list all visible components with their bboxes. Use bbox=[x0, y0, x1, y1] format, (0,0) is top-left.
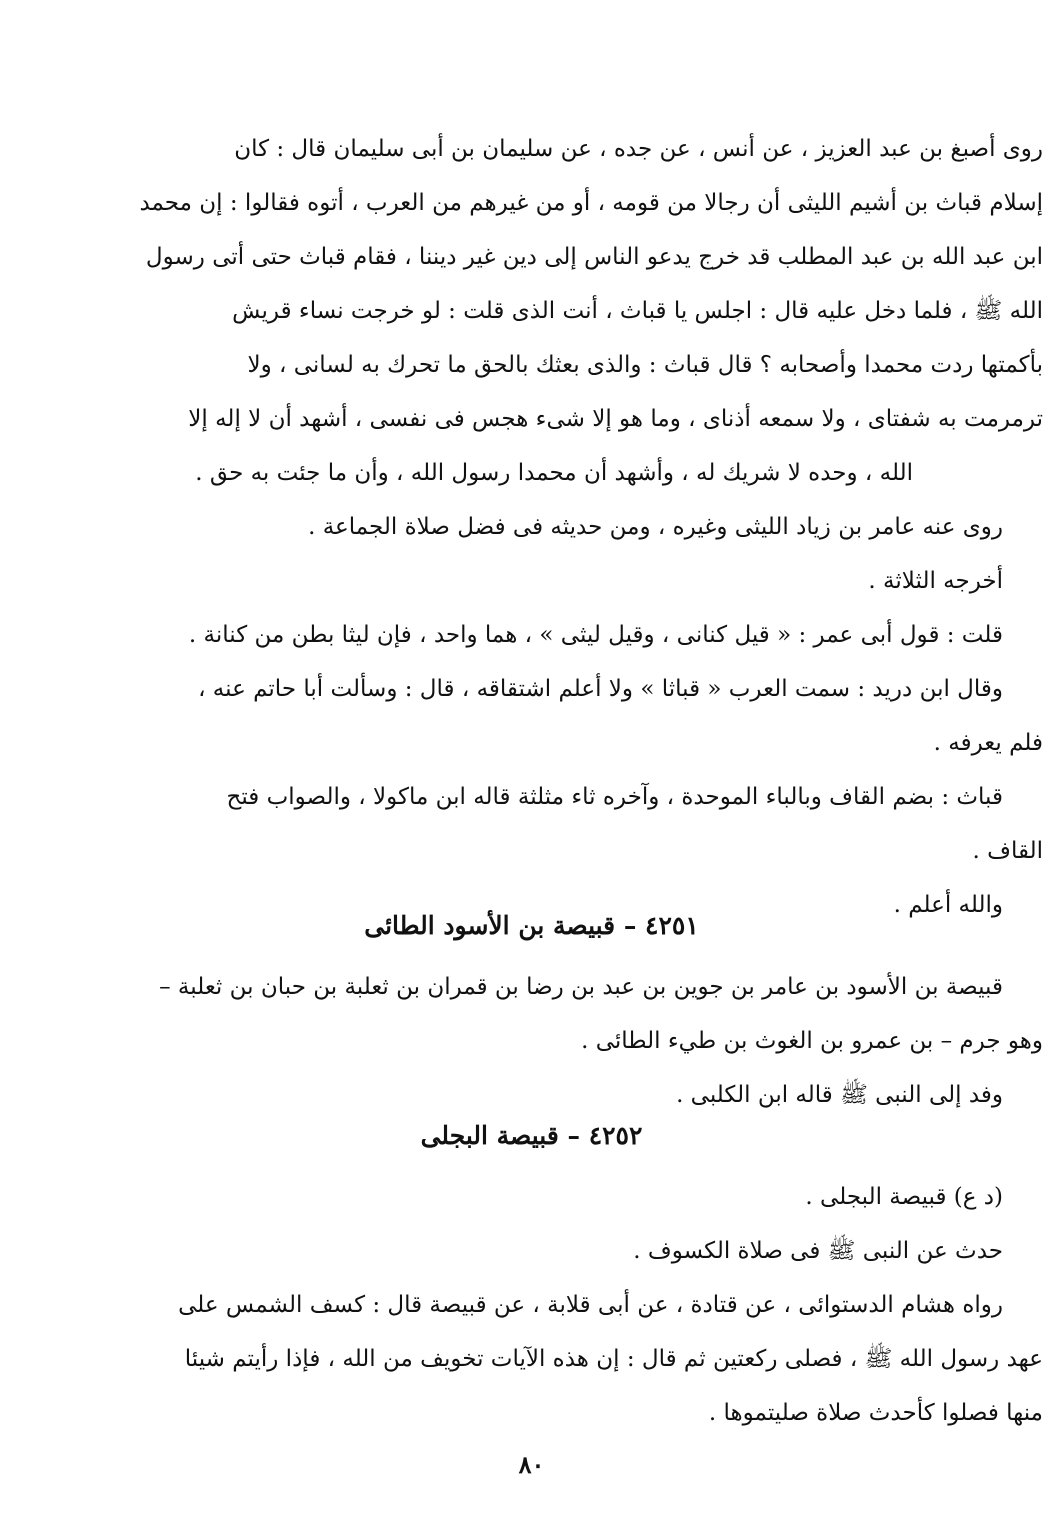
text-line: منها فصلوا كأحدث صلاة صليتموها . bbox=[708, 1400, 1043, 1426]
text-line: فلم يعرفه . bbox=[933, 730, 1043, 756]
text-line: حدث عن النبى ﷺ فى صلاة الكسوف . bbox=[633, 1238, 1003, 1264]
text-line: وقال ابن دريد : سمت العرب « قباثا » ولا أعلم اشتقاقه ، قال : وسألت أبا حاتم عنه ، bbox=[198, 676, 1003, 702]
text-line: روى أصبغ بن عبد العزيز ، عن أنس ، عن جده ، عن سليمان بن أبى سليمان قال : كان bbox=[234, 136, 1043, 162]
text-line: وهو جرم – بن عمرو بن الغوث بن طيء الطائى . bbox=[581, 1028, 1043, 1054]
text-line: عهد رسول الله ﷺ ، فصلى ركعتين ثم قال : إن هذه الآيات تخويف من الله ، فإذا رأيتم شيئا bbox=[184, 1346, 1043, 1372]
page-number: ٨٠ bbox=[518, 1450, 545, 1479]
text-line: قبيصة بن الأسود بن عامر بن جوين بن عبد بن رضا بن قمران بن ثعلبة بن حبان بن ثعلبة – bbox=[159, 974, 1003, 1000]
text-line: قلت : قول أبى عمر : « قيل كنانى ، وقيل ليثى » ، هما واحد ، فإن ليثا بطن من كنانة . bbox=[188, 622, 1003, 648]
text-line: القاف . bbox=[972, 838, 1043, 864]
text-line: (د ع) قبيصة البجلى . bbox=[805, 1184, 1003, 1210]
text-line: أخرجه الثلاثة . bbox=[868, 568, 1003, 594]
text-line: قباث : بضم القاف وبالباء الموحدة ، وآخره ثاء مثلثة قاله ابن ماكولا ، والصواب فتح bbox=[226, 784, 1003, 810]
entry-heading: ٤٢٥١ – قبيصة بن الأسود الطائى bbox=[364, 911, 699, 940]
text-line: الله ﷺ ، فلما دخل عليه قال : اجلس يا قباث ، أنت الذى قلت : لو خرجت نساء قريش bbox=[232, 298, 1043, 324]
text-line: وفد إلى النبى ﷺ قاله ابن الكلبى . bbox=[676, 1082, 1003, 1108]
text-line: الله ، وحده لا شريك له ، وأشهد أن محمدا رسول الله ، وأن ما جئت به حق . bbox=[195, 460, 913, 486]
text-line: بأكمتها ردت محمدا وأصحابه ؟ قال قباث : والذى بعثك بالحق ما تحرك به لسانى ، ولا bbox=[247, 352, 1043, 378]
text-line: ترمرمت به شفتاى ، ولا سمعه أذناى ، وما هو إلا شىء هجس فى نفسى ، أشهد أن لا إله إلا bbox=[188, 406, 1043, 432]
text-line: إسلام قباث بن أشيم الليثى أن رجالا من قومه ، أو من غيرهم من العرب ، أتوه فقالوا : إن محمد bbox=[139, 190, 1043, 216]
text-line: رواه هشام الدستوائى ، عن قتادة ، عن أبى قلابة ، عن قبيصة قال : كسف الشمس على bbox=[178, 1292, 1003, 1318]
document-page bbox=[20, 118, 1043, 1518]
text-line: والله أعلم . bbox=[893, 892, 1003, 918]
text-line: روى عنه عامر بن زياد الليثى وغيره ، ومن حديثه فى فضل صلاة الجماعة . bbox=[308, 514, 1003, 540]
text-line: ابن عبد الله بن عبد المطلب قد خرج يدعو الناس إلى دين غير ديننا ، فقام قباث حتى أتى رسول bbox=[145, 244, 1043, 270]
entry-heading: ٤٢٥٢ – قبيصة البجلى bbox=[420, 1121, 643, 1150]
